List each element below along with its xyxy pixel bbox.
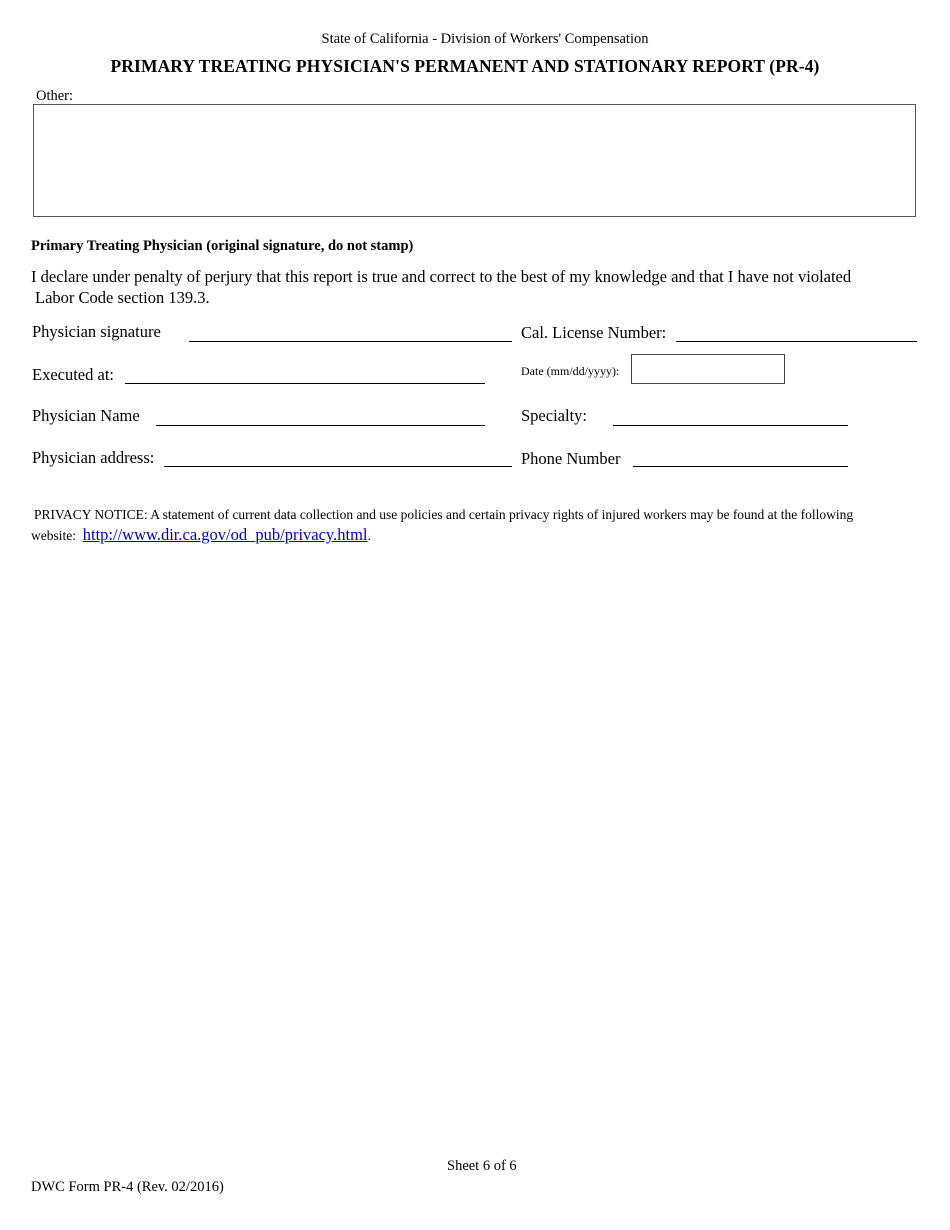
form-number: DWC Form PR-4 (Rev. 02/2016) — [31, 1179, 224, 1195]
date-field[interactable] — [631, 354, 785, 384]
license-number-field[interactable] — [676, 341, 917, 342]
physician-address-label: Physician address: — [32, 448, 155, 467]
privacy-notice — [31, 505, 853, 546]
signature-section-heading: Primary Treating Physician (original signature, do not stamp) — [31, 238, 414, 254]
license-number-label: Cal. License Number: — [521, 323, 667, 342]
privacy-notice-line-1: PRIVACY NOTICE: A statement of current data collection and use policies and certain privacy rights of injured workers may be found at the following — [34, 507, 854, 522]
specialty-field[interactable] — [613, 425, 848, 426]
other-label: Other: — [36, 88, 74, 104]
date-label: Date (mm/dd/yyyy): — [521, 364, 620, 378]
privacy-url-link[interactable]: http://www.dir.ca.gov/od_pub/privacy.html — [82, 525, 368, 544]
specialty-label: Specialty: — [521, 406, 587, 425]
form-title: PRIMARY TREATING PHYSICIAN'S PERMANENT AND STATIONARY REPORT (PR-4) — [110, 56, 820, 76]
phone-number-field[interactable] — [633, 466, 848, 467]
physician-signature-label: Physician signature — [32, 322, 161, 341]
privacy-website-label: website: — [31, 528, 76, 543]
agency-name: State of California - Division of Workers' Compensation — [321, 31, 649, 47]
declaration-line-2: Labor Code section 139.3. — [35, 288, 210, 307]
physician-name-label: Physician Name — [32, 406, 140, 425]
declaration-text — [31, 266, 931, 308]
privacy-notice-line-2 — [31, 525, 853, 546]
physician-address-field[interactable] — [164, 466, 512, 467]
executed-at-label: Executed at: — [32, 365, 115, 384]
other-textarea[interactable] — [33, 104, 916, 217]
physician-name-field[interactable] — [156, 425, 485, 426]
physician-signature-field[interactable] — [189, 341, 512, 342]
phone-number-label: Phone Number — [521, 449, 621, 468]
sheet-number: Sheet 6 of 6 — [447, 1158, 517, 1174]
executed-at-field[interactable] — [125, 383, 485, 384]
declaration-line-1: I declare under penalty of perjury that this report is true and correct to the best of my knowledge and that I have not violated — [31, 267, 852, 286]
privacy-trailing-period: . — [367, 528, 371, 543]
